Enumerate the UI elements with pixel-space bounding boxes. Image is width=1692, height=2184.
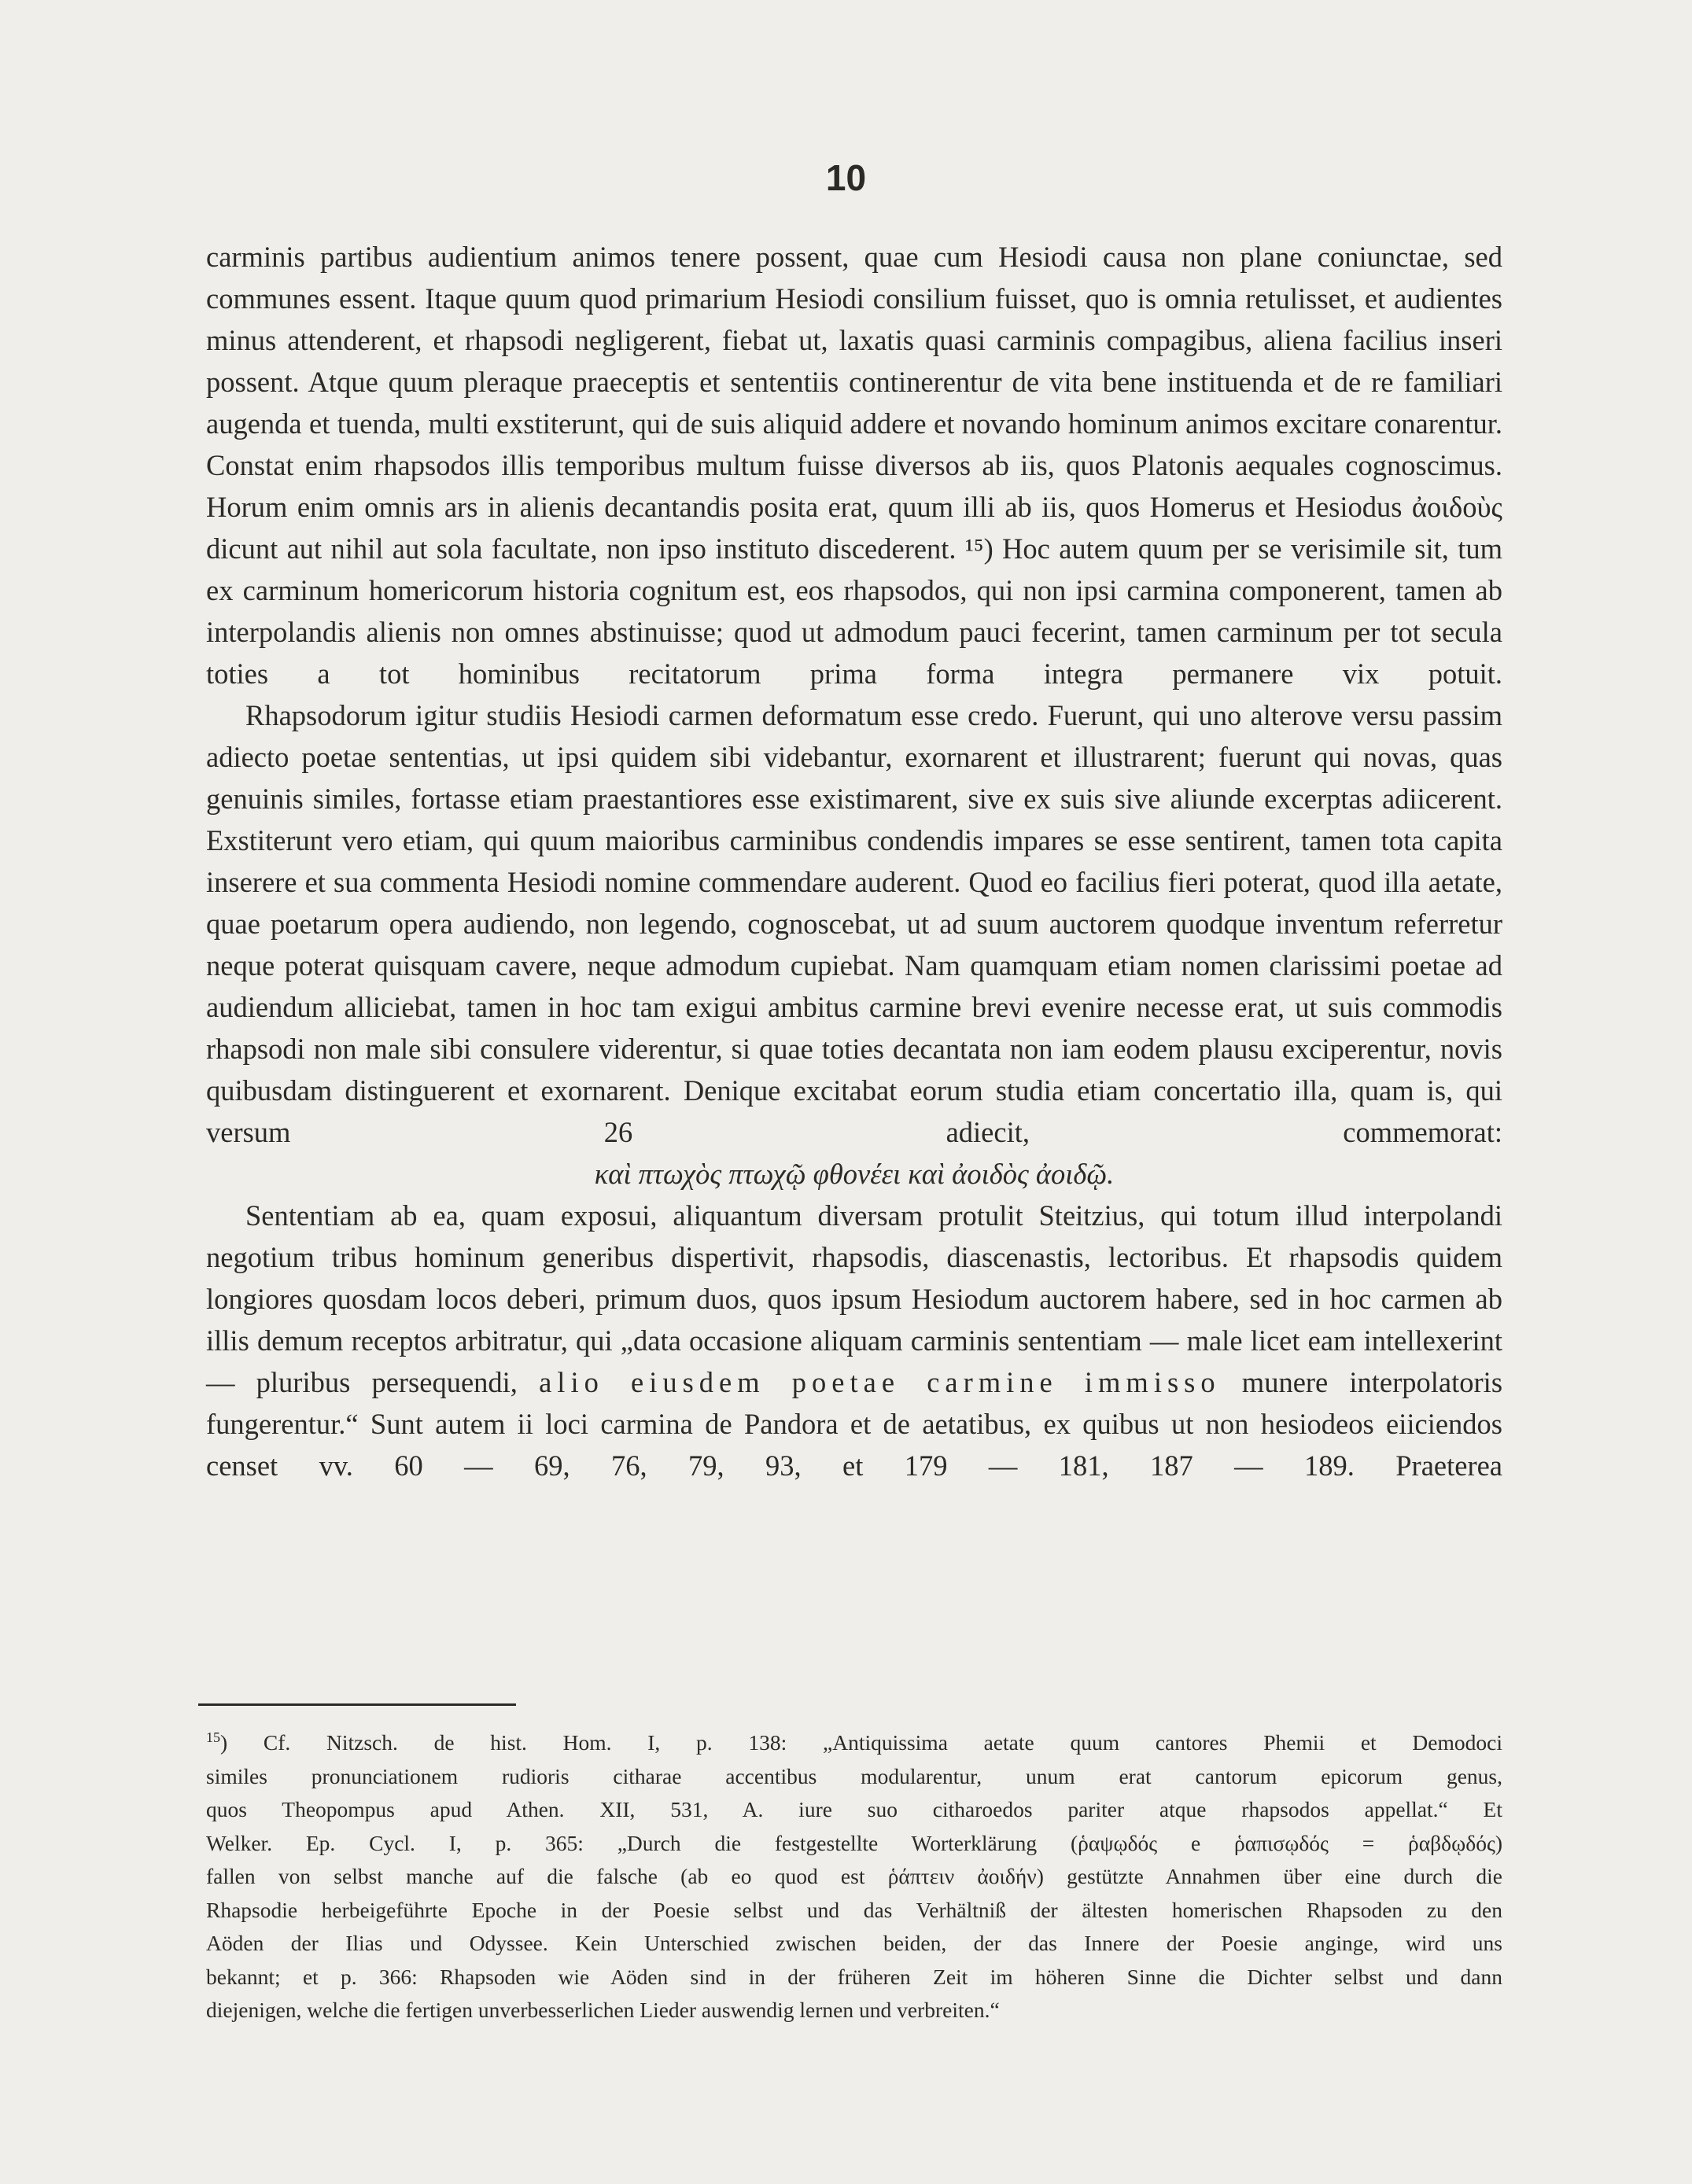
footnote-line: Aöden der Ilias und Odyssee. Kein Unterschied zwischen beiden, der das Innere der Poesie anginge, wird uns <box>206 1931 1502 1956</box>
footnote-line: Welker. Ep. Cycl. I, p. 365: „Durch die festgestellte Worterklärung (ῥαψῳδός e ῥαπισῳδός = ῥαβδῳδός) <box>206 1830 1502 1855</box>
paragraph-3-spaced-text: alio eiusdem poetae carmine immisso <box>539 1366 1221 1398</box>
footnote-line: diejenigen, welche die fertigen unverbesserlichen Lieder auswendig lernen und verbreiten.“ <box>206 1998 1000 2023</box>
footnote-divider <box>198 1703 516 1706</box>
verse-quote: καὶ πτωχὸς πτωχῷ φθονέει καὶ ἀοιδὸς ἀοιδῷ. <box>594 1158 1115 1190</box>
footnote-line: bekannt; et p. 366: Rhapsoden wie Aöden sind in der früheren Zeit im höheren Sinne die Dichter selbst und dann <box>206 1964 1502 1989</box>
footnote <box>206 1721 1502 2027</box>
paragraph-1: carminis partibus audientium animos tenere possent, quae cum Hesiodi causa non plane coniunctae, sed communes essent. Itaque quum quod primarium Hesiodi consilium fuisset, quo is omnia retulisset, et audientes minus attenderent, et rhapsodi negligerent, fiebat ut, laxatis quasi carminis compagibus, aliena facilius inseri possent. Atque quum pleraque praeceptis et sententiis continerentur de vita bene instituenda et de re familiari augenda et tuenda, multi exstiterunt, qui de suis aliquid addere et novando hominum animos excitare conarentur. Constat enim rhapsodos illis temporibus multum fuisse diversos ab iis, quos Platonis aequales cognoscimus. Horum enim omnis ars in alienis decantandis posita erat, quum illi ab iis, quos Homerus et Hesiodus ἀοιδοὺς dicunt aut nihil aut sola facultate, non ipso instituto discederent. ¹⁵) Hoc autem quum per se verisimile sit, tum ex carminum homericorum historia cognitum est, eos rhapsodos, qui non ipsi carmina componerent, tamen ab interpolandis alienis non omnes abstinuisse; quod ut admodum pauci fecerint, tamen carminum per tot secula toties a tot hominibus recitatorum prima forma integra permanere vix potuit. <box>206 241 1502 690</box>
paragraph-3 <box>206 1195 1502 1486</box>
footnote-line: Rhapsodie herbeigeführte Epoche in der Poesie selbst und das Verhältniß der ältesten homerischen Rhapsoden zu den <box>206 1897 1502 1922</box>
paragraph-3-text-b: munere interpolatoris fungerentur.“ Sunt autem ii loci carmina de Pandora et de aetatibus, ex quibus ut non hesiodeos eiiciendos censet vv. 60 — 69, 76, 79, 93, et 179 — 181, 187 — 189. Praeterea <box>206 1366 1503 1482</box>
body-text <box>206 236 1502 1486</box>
footnote-marker: 15 <box>206 1729 220 1745</box>
footnote-line <box>206 1721 1502 1760</box>
page-number: 10 <box>825 157 867 198</box>
paragraph-2: Rhapsodorum igitur studiis Hesiodi carmen deformatum esse credo. Fuerunt, qui uno alterove versu passim adiecto poetae sententias, ut ipsi quidem sibi videbantur, exornarent et illustrarent; fuerunt qui novas, quas genuinis similes, fortasse etiam praestantiores esse existimarent, sive ex suis sive aliunde excerptas adiicerent. Exstiterunt vero etiam, qui quum maioribus carminibus condendis impares se esse sentirent, tamen tota capita inserere et sua commenta Hesiodi nomine commendare auderent. Quod eo facilius fieri poterat, quod illa aetate, quae poetarum opera audiendo, non legendo, cognoscebat, ut ad suum auctorem quodque inventum referretur neque poterat quisquam cavere, neque admodum cupiebat. Nam quamquam etiam nomen clarissimi poetae ad audiendum alliciebat, tamen in hoc tam exigui ambitus carmine brevi evenire necesse erat, ut suis commodis rhapsodi non male sibi consulere viderentur, si quae toties decantata non iam eodem plausu exciperentur, novis quibusdam distinguerent et exornarent. Denique excitabat eorum studia etiam concertatio illa, quam is, qui versum 26 adiecit, commemorat: <box>206 699 1502 1148</box>
paragraph-3-text-a: Sententiam ab ea, quam exposui, aliquantum diversam protulit Steitzius, qui totum illud interpolandi negotium tribus hominum generibus dispertivit, rhapsodis, diascenastis, lectoribus. Et rhapsodis quidem longiores quosdam locos deberi, primum duos, quos ipsum Hesiodum auctorem habere, sed in hoc carmen ab illis demum receptos arbitratur, qui „data occasione aliquam carminis sententiam — male licet eam intellexerint — pluribus persequendi, <box>206 1199 1502 1398</box>
footnote-line: similes pronunciationem rudioris citharae accentibus modularentur, unum erat cantorum epicorum genus, <box>206 1763 1502 1788</box>
footnote-line: quos Theopompus apud Athen. XII, 531, A. iure suo citharoedos pariter atque rhapsodos appellat.“ Et <box>206 1797 1502 1822</box>
footnote-line-text: ) Cf. Nitzsch. de hist. Hom. I, p. 138: „Antiquissima aetate quum cantores Phemii et Demodoci <box>220 1730 1502 1755</box>
footnote-line: fallen von selbst manche auf die falsche (ab eo quod est ῥάπτειν ἀοιδήν) gestützte Annahmen über eine durch die <box>206 1864 1502 1889</box>
